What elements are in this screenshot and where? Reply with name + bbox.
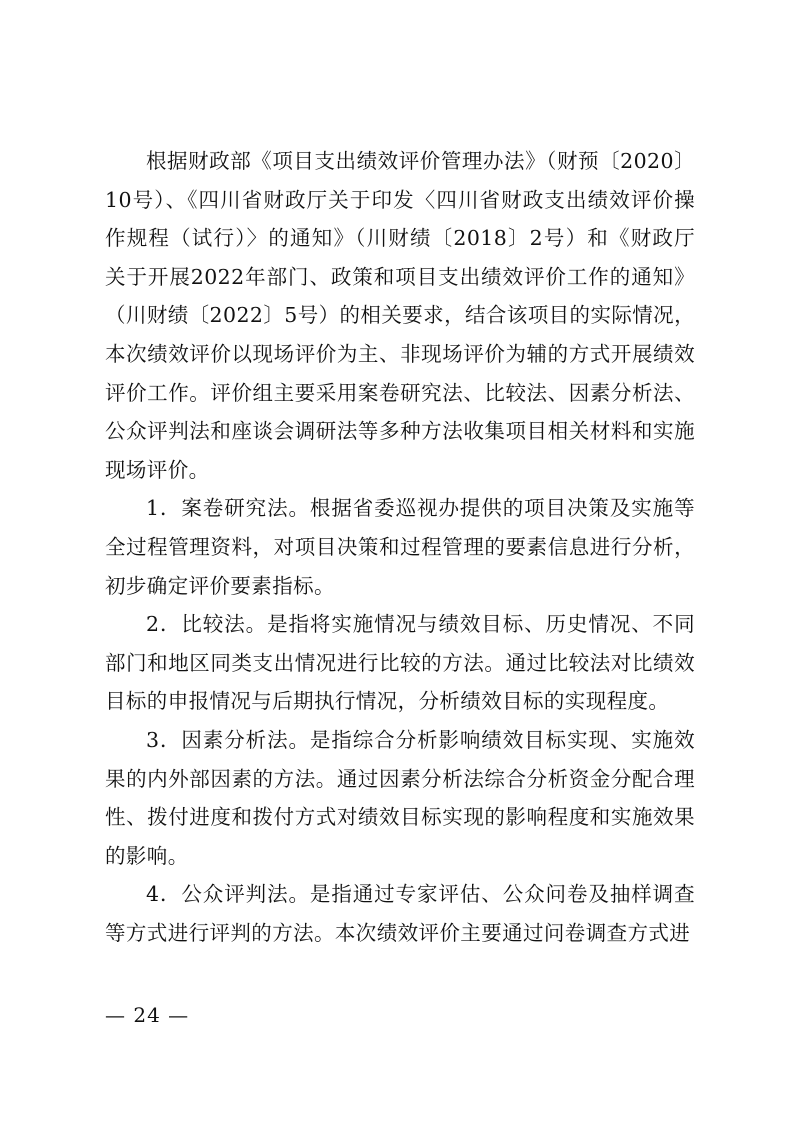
paragraph-factor-analysis-method: 3．因素分析法。是指综合分析影响绩效目标实现、实施效果的内外部因素的方法。通过因素分析法综合分析资金分配合理性、拨付进度和拨付方式对绩效目标实现的影响程度和实施效果的影响。: [105, 727, 695, 868]
paragraph-comparison-method: 2．比较法。是指将实施情况与绩效目标、历史情况、不同部门和地区同类支出情况进行比较的方法。通过比较法对比绩效目标的申报情况与后期执行情况，分析绩效目标的实现程度。: [105, 612, 695, 714]
paragraph-evaluation-basis: 根据财政部《项目支出绩效评价管理办法》（财预〔2020〕10号）、《四川省财政厅关于印发〈四川省财政支出绩效评价操作规程（试行）〉的通知》（川财绩〔2018〕2号）和《财政厅关于开展2022年部门、政策和项目支出绩效评价工作的通知》（川财绩〔2022〕5号）的相关要求，结合该项目的实际情况，本次绩效评价以现场评价为主、非现场评价为辅的方式开展绩效评价工作。评价组主要采用案卷研究法、比较法、因素分析法、公众评判法和座谈会调研法等多种方法收集项目相关材料和实施现场评价。: [105, 149, 695, 482]
page-number: — 24 —: [105, 1003, 190, 1027]
document-body: [105, 142, 695, 952]
paragraph-case-study-method: 1．案卷研究法。根据省委巡视办提供的项目决策及实施等全过程管理资料，对项目决策和过程管理的要素信息进行分析，初步确定评价要素指标。: [105, 496, 695, 598]
paragraph-public-evaluation-method: 4．公众评判法。是指通过专家评估、公众问卷及抽样调查等方式进行评判的方法。本次绩效评价主要通过问卷调查方式进: [105, 882, 695, 945]
